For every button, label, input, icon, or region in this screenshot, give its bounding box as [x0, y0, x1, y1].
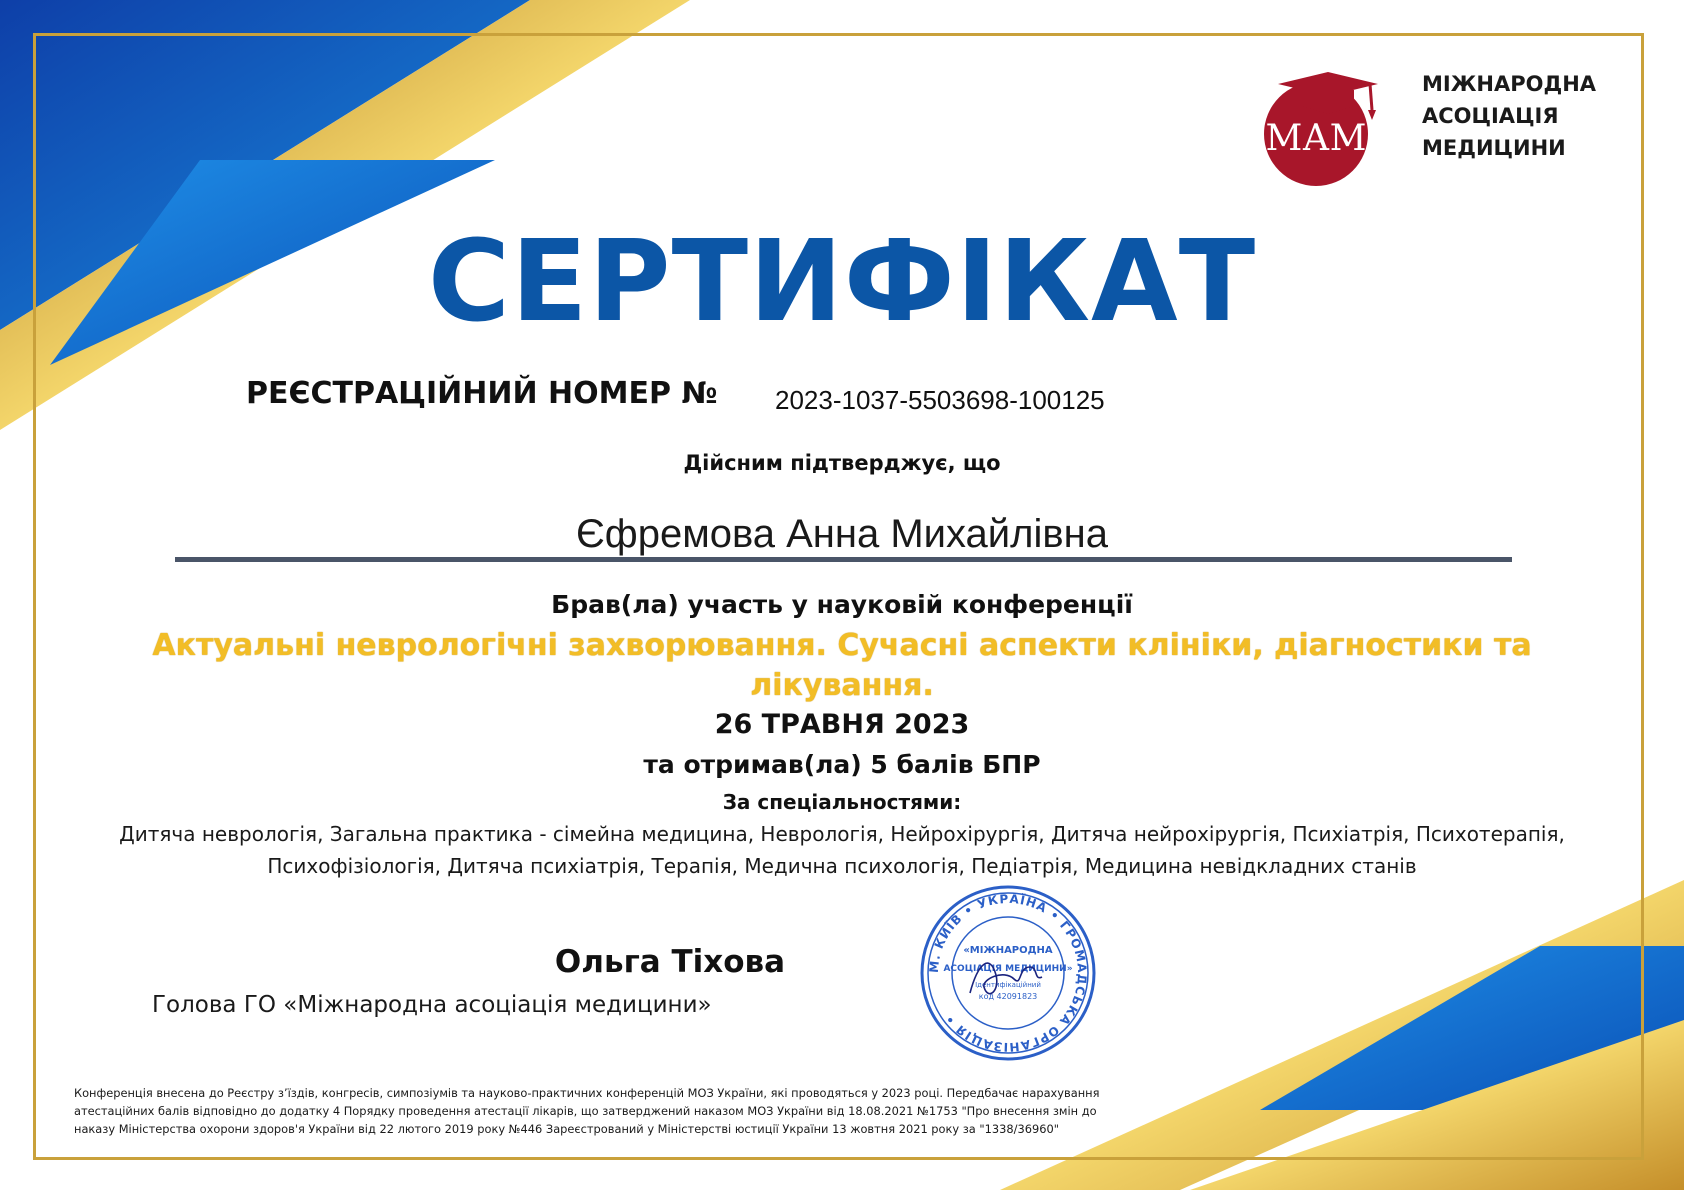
organization-name-line: АСОЦІАЦІЯ [1422, 104, 1559, 128]
organization-name-line: МІЖНАРОДНА [1422, 72, 1597, 96]
specialties-line: Дитяча неврологія, Загальна практика - сімейна медицина, Неврологія, Нейрохірургія, Дитяча нейрохірургія, Психіатрія, Психотерапія, [119, 822, 1565, 846]
points-text: та отримав(ла) 5 балів БПР [643, 750, 1041, 779]
specialties-line: Психофізіологія, Дитяча психіатрія, Терапія, Медична психологія, Педіатрія, Медицина невідкладних станів [267, 854, 1417, 878]
organization-name-line: МЕДИЦИНИ [1422, 136, 1566, 160]
recipient-name: Єфремова Анна Михайлівна [576, 512, 1108, 556]
stamp-center-line: АСОЦІАЦІЯ МЕДИЦИНИ» [943, 964, 1073, 974]
signer-title: Голова ГО «Міжнародна асоціація медицини» [152, 992, 712, 1018]
stamp-code: код 42091823 [978, 992, 1038, 1001]
stamp-center-line: «МІЖНАРОДНА [963, 945, 1053, 956]
registration-label: РЕЄСТРАЦІЙНИЙ НОМЕР № [246, 376, 718, 411]
name-underline [175, 557, 1512, 562]
footnote-line: Конференція внесена до Реєстру з’їздів, конгресів, симпозіумів та науково-практичних конференцій МОЗ України, які проводяться у 2023 році. Передбачає нарахування [74, 1086, 1100, 1100]
stamp-ring-text: М. КИЇВ • УКРАЇНА • ГРОМАДСЬКА ОРГАНІЗАЦІЯ • [926, 891, 1090, 1055]
footnote [74, 1084, 1234, 1138]
footnote-line: атестаційних балів відповідно до додатку 4 Порядку проведення атестації лікарів, що затверджений наказом МОЗ України від 18.08.2021 №1753 "Про внесення змін до [74, 1104, 1097, 1118]
official-stamp [918, 883, 1098, 1063]
footnote-line: наказу Міністерства охорони здоров'я України від 22 лютого 2019 року №446 Зареєстрований у Міністерстві юстиції України 13 жовтня 2021 року за "1338/36960" [74, 1122, 1059, 1136]
organization-logo [1258, 62, 1388, 192]
specialties-label: За спеціальностями: [722, 790, 962, 814]
conference-title: Актуальні неврологічні захворювання. Сучасні аспекти клініки, діагностики та лікування. [152, 628, 1532, 703]
participation-text: Брав(ла) участь у науковій конференції [551, 590, 1133, 619]
signer-name: Ольга Тіхова [554, 944, 786, 980]
organization-name [1422, 68, 1662, 164]
conference-date: 26 ТРАВНЯ 2023 [714, 709, 970, 740]
certificate-title: СЕРТИФІКАТ [427, 217, 1257, 347]
stamp-center-line: Ідентифікаційний [975, 981, 1041, 989]
logo-initials: МАМ [1265, 118, 1367, 159]
specialties-list [60, 818, 1624, 882]
registration-number: 2023-1037-5503698-100125 [775, 385, 1105, 415]
confirm-text: Дійсним підтверджує, що [683, 451, 1001, 475]
